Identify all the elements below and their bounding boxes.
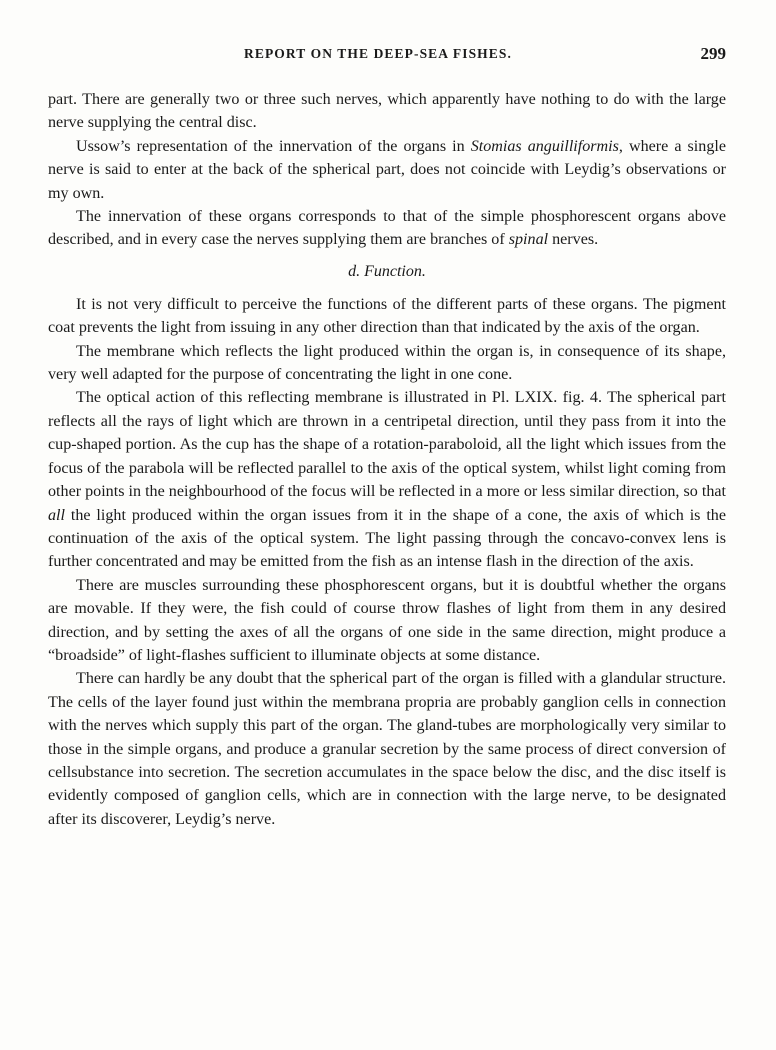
- paragraph-5: [48, 340, 726, 387]
- paragraph-4: [48, 293, 726, 340]
- paragraph-6-text-a: The optical action of this reflecting membrane is illustrated in Pl. LXIX. fig. 4. The spherical part reflects all the rays of light which are thrown in a centripetal direction, until they pass from it into the cup-shaped portion. As the cup has the shape of a rotation-paraboloid, all the light which issues from the focus of the parabola will be reflected parallel to the axis of the optical system, whilst light coming from other points in the neighbourhood of the focus will be reflected in a more or less similar direction, so that: [48, 389, 726, 501]
- paragraph-3-text-b: nerves.: [548, 231, 599, 249]
- running-header: [48, 44, 726, 70]
- paragraph-7-text: There are muscles surrounding these phosphorescent organs, but it is doubtful whether the organs are movable. If they were, the fish could of course throw flashes of light from them in any desired direction, and by setting the axes of all the organs of one side in the same direction, might produce a “broadside” of light-flashes sufficient to illuminate objects at some distance.: [48, 576, 726, 664]
- paragraph-1-text: part. There are generally two or three such nerves, which apparently have nothing to do with the large nerve supplying the central disc.: [48, 91, 726, 132]
- body-text: [48, 88, 726, 831]
- all-emphasis: all: [48, 506, 65, 524]
- paragraph-2-text-b: , where a single nerve is said to enter at the back of the spherical part, does not coincide with Leydig’s observations or my own.: [48, 137, 726, 202]
- section-heading: d. Function.: [348, 262, 426, 280]
- paragraph-3-text-a: The innervation of these organs corresponds to that of the simple phosphorescent organs above described, and in every case the nerves supplying them are branches of: [48, 208, 726, 249]
- page-number: 299: [700, 44, 726, 63]
- paragraph-8-text: There can hardly be any doubt that the spherical part of the organ is filled with a glandular structure. The cells of the layer found just within the membrana propria are probably ganglion cells in connection with the nerves which supply this part of the organ. The gland-tubes are morphologically very similar to those in the simple organs, and produce a granular secretion by the same process of direct conversion of cellsubstance into secretion. The secretion accumulates in the space below the disc, and the disc itself is evidently composed of ganglion cells, which are in connection with the large nerve, to be designated after its discoverer, Leydig’s nerve.: [48, 670, 726, 828]
- paragraph-8: [48, 667, 726, 831]
- paragraph-7: [48, 574, 726, 668]
- paragraph-5-text: The membrane which reflects the light produced within the organ is, in consequence of its shape, very well adapted for the purpose of concentrating the light in one cone.: [48, 342, 726, 384]
- running-title: REPORT ON THE DEEP-SEA FISHES.: [244, 46, 512, 61]
- paragraph-2: [48, 135, 726, 205]
- paragraph-6-text-b: the light produced within the organ issues from it in the shape of a cone, the axis of which is the continuation of the axis of the optical system. The light passing through the concavo-convex lens is further concentrated and may be emitted from the fish as an intense flash in the direction of the axis.: [48, 506, 726, 571]
- spinal-emphasis: spinal: [508, 231, 549, 249]
- species-name: Stomias anguilliformis: [470, 137, 619, 155]
- paragraph-2-text-a: Ussow’s representation of the innervation of the organs in: [76, 137, 471, 155]
- paragraph-1: [48, 88, 726, 135]
- paragraph-3: [48, 205, 726, 252]
- paragraph-6: [48, 386, 726, 573]
- paragraph-4-text: It is not very difficult to perceive the functions of the different parts of these organs. The pigment coat prevents the light from issuing in any other direction than that indicated by the axis of the organ.: [48, 295, 726, 337]
